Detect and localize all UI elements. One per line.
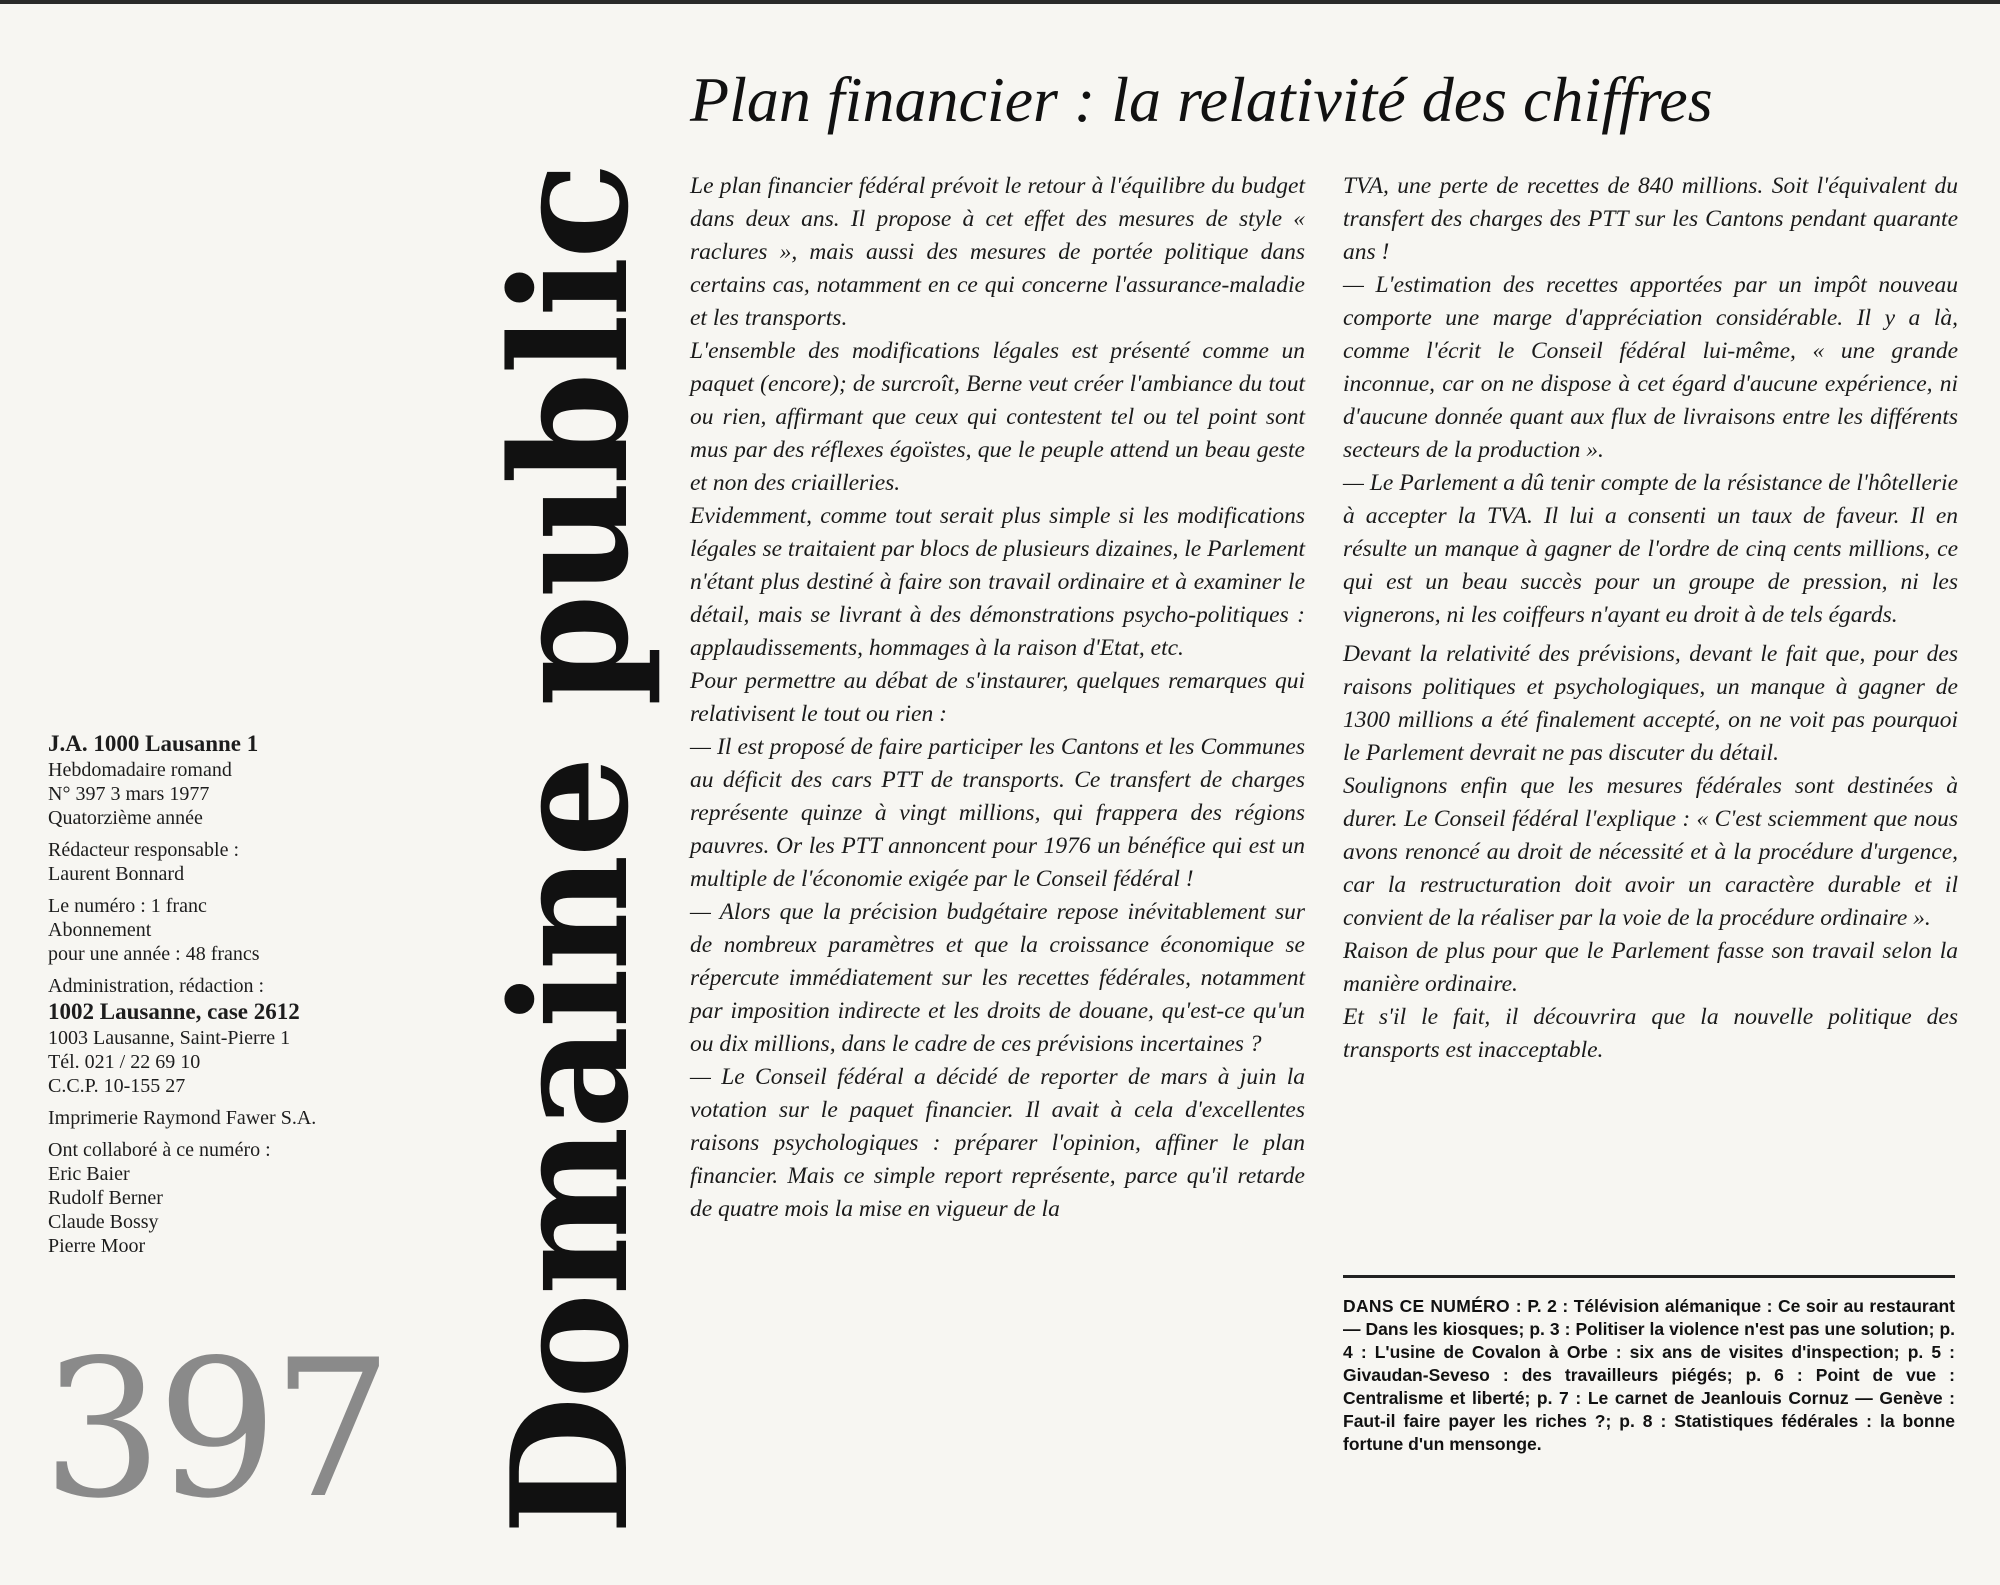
article-paragraph: Devant la relativité des prévisions, devant le fait que, pour des raisons politiques et psychologiques, un manque à gagner de 1300 millions a été finalement accepté, on ne voit pas pourquoi le Parlement devrait ne pas discuter du détail. bbox=[1343, 641, 1958, 766]
imprint-price bbox=[48, 894, 468, 966]
article-headline: Plan financier : la relativité des chiffres bbox=[690, 64, 1713, 135]
article-paragraph: L'ensemble des modifications légales est présenté comme un paquet (encore); de surcroît, Berne veut créer l'ambiance du tout ou rien, affirmant que ceux qui contestent tel ou tel point sont mus par des réflexes égoïstes, que le peuple attend un beau geste et non des criailleries. bbox=[690, 338, 1305, 496]
contents-text: P. 2 : Télévision alémanique : Ce soir au restaurant — Dans les kiosques; p. 3 : Politiser la violence n'est pas une solution; p. 4 : L'usine de Covalon à Orbe : six ans de visites d'inspection; p. 5 : Givaudan-Seveso : des travailleurs piégés; p. 6 : Point de vue : Centralisme et liberté; p. 7 : Le carnet de Jeanlouis Cornuz — Genève : Faut-il faire payer les riches ?; p. 8 : Statistiques fédérales : la bonne fortune d'un mensonge. bbox=[1343, 1296, 1955, 1454]
article-column-2 bbox=[1343, 170, 1958, 1067]
imprint-admin-label: Administration, rédaction : bbox=[48, 975, 265, 997]
imprint-administration bbox=[48, 974, 468, 1098]
imprint-editor-label: Rédacteur responsable : bbox=[48, 839, 240, 861]
imprint-admin-address: 1002 Lausanne, case 2612 bbox=[48, 999, 300, 1024]
issue-number: 397 bbox=[42, 1319, 387, 1540]
imprint-street-address: 1003 Lausanne, Saint-Pierre 1 bbox=[48, 1027, 291, 1049]
imprint-type: Hebdomadaire romand bbox=[48, 759, 232, 781]
imprint-publication bbox=[48, 730, 468, 830]
article-paragraph: — Alors que la précision budgétaire repose inévitablement sur de nombreux paramètres et que la croissance économique se répercute immédiatement sur les recettes fédérales, notamment par imposition indirecte et les droits de douane, qu'est-ce qu'un ou dix millions, dans le cadre de ces prévisions incertaines ? bbox=[690, 899, 1305, 1057]
article-column-1 bbox=[690, 170, 1305, 1226]
article-paragraph: Et s'il le fait, il découvrira que la nouvelle politique des transports est inacceptable. bbox=[1343, 1004, 1958, 1063]
imprint-editor-name: Laurent Bonnard bbox=[48, 863, 185, 885]
contents-divider bbox=[1343, 1275, 1955, 1278]
article-paragraph: Soulignons enfin que les mesures fédérales sont destinées à durer. Le Conseil fédéral l'explique : « C'est sciemment que nous avons renoncé au droit de nécessité et à la procédure d'urgence, car la restructuration doit avoir un caractère durable et il convient de la réaliser par la voie de la procédure ordinaire ». bbox=[1343, 773, 1958, 931]
imprint-issue-date: N° 397 3 mars 1977 bbox=[48, 783, 210, 805]
article-paragraph: Pour permettre au débat de s'instaurer, quelques remarques qui relativisent le tout ou rien : bbox=[690, 668, 1305, 727]
article-paragraph: — Le Parlement a dû tenir compte de la résistance de l'hôtellerie à accepter la TVA. Il lui a consenti un taux de faveur. Il en résulte un manque à gagner de l'ordre de cinq cents millions, ce qui est un beau succès pour un groupe de pression, ni les vignerons, ni les coiffeurs n'ayant eu droit à de tels égards. bbox=[1343, 470, 1958, 628]
article-paragraph: — Il est proposé de faire participer les Cantons et les Communes au déficit des cars PTT de transports. Ce transfert de charges représente quinze à vingt millions, qui frappera des régions pauvres. Or les PTT annoncent pour 1976 un bénéfice qui est un multiple de l'économie exigée par le Conseil fédéral ! bbox=[690, 734, 1305, 892]
imprint-subscription-label: Abonnement bbox=[48, 919, 152, 941]
imprint-contributors-label: Ont collaboré à ce numéro : bbox=[48, 1139, 271, 1161]
masthead-title: Domaine public bbox=[476, 164, 664, 1536]
contents-label: DANS CE NUMÉRO : bbox=[1343, 1296, 1522, 1316]
contributor-name: Eric Baier bbox=[48, 1163, 130, 1185]
article-paragraph: Le plan financier fédéral prévoit le retour à l'équilibre du budget dans deux ans. Il propose à cet effet des mesures de style « raclures », mais aussi des mesures de portée politique dans certains cas, notamment en ce qui concerne l'assurance-maladie et les transports. bbox=[690, 173, 1305, 331]
article-paragraph: TVA, une perte de recettes de 840 millions. Soit l'équivalent du transfert des charges des PTT sur les Cantons pendant quarante ans ! bbox=[1343, 173, 1958, 265]
table-of-contents bbox=[1343, 1295, 1955, 1456]
contributor-name: Rudolf Berner bbox=[48, 1187, 163, 1209]
article-paragraph: — L'estimation des recettes apportées par un impôt nouveau comporte une marge d'appréciation considérable. Il y a là, comme l'écrit le Conseil fédéral lui-même, « une grande inconnue, car on ne dispose à cet égard d'aucune expérience, ni d'aucune donnée quant aux flux de livraisons entre les différents secteurs de la production ». bbox=[1343, 272, 1958, 463]
article-paragraph: Raison de plus pour que le Parlement fasse son travail selon la manière ordinaire. bbox=[1343, 938, 1958, 997]
top-rule bbox=[0, 0, 2000, 4]
imprint-box bbox=[48, 730, 468, 1266]
imprint-phone: Tél. 021 / 22 69 10 bbox=[48, 1051, 201, 1073]
imprint-year: Quatorzième année bbox=[48, 807, 203, 829]
contributor-name: Pierre Moor bbox=[48, 1235, 146, 1257]
imprint-printer: Imprimerie Raymond Fawer S.A. bbox=[48, 1107, 317, 1129]
masthead bbox=[470, 150, 670, 1550]
imprint-editor bbox=[48, 838, 468, 886]
imprint-subscription-price: pour une année : 48 francs bbox=[48, 943, 260, 965]
imprint-postal-code: J.A. 1000 Lausanne 1 bbox=[48, 731, 259, 756]
imprint-ccp: C.C.P. 10-155 27 bbox=[48, 1075, 186, 1097]
article-paragraph: — Le Conseil fédéral a décidé de reporter de mars à juin la votation sur le paquet financier. Il avait à cela d'excellentes raisons psychologiques : préparer l'opinion, affiner le plan financier. Mais ce simple report représente, parce qu'il retarde de quatre mois la mise en vigueur de la bbox=[690, 1064, 1305, 1222]
article-paragraph: Evidemment, comme tout serait plus simple si les modifications légales se traitaient par blocs de plusieurs dizaines, le Parlement n'étant plus destiné à faire son travail ordinaire et à examiner le détail, mais se livrant à des démonstrations psycho-politiques : applaudissements, hommages à la raison d'Etat, etc. bbox=[690, 503, 1305, 661]
imprint-price-issue: Le numéro : 1 franc bbox=[48, 895, 207, 917]
imprint-contributors bbox=[48, 1138, 468, 1258]
contributor-name: Claude Bossy bbox=[48, 1211, 159, 1233]
